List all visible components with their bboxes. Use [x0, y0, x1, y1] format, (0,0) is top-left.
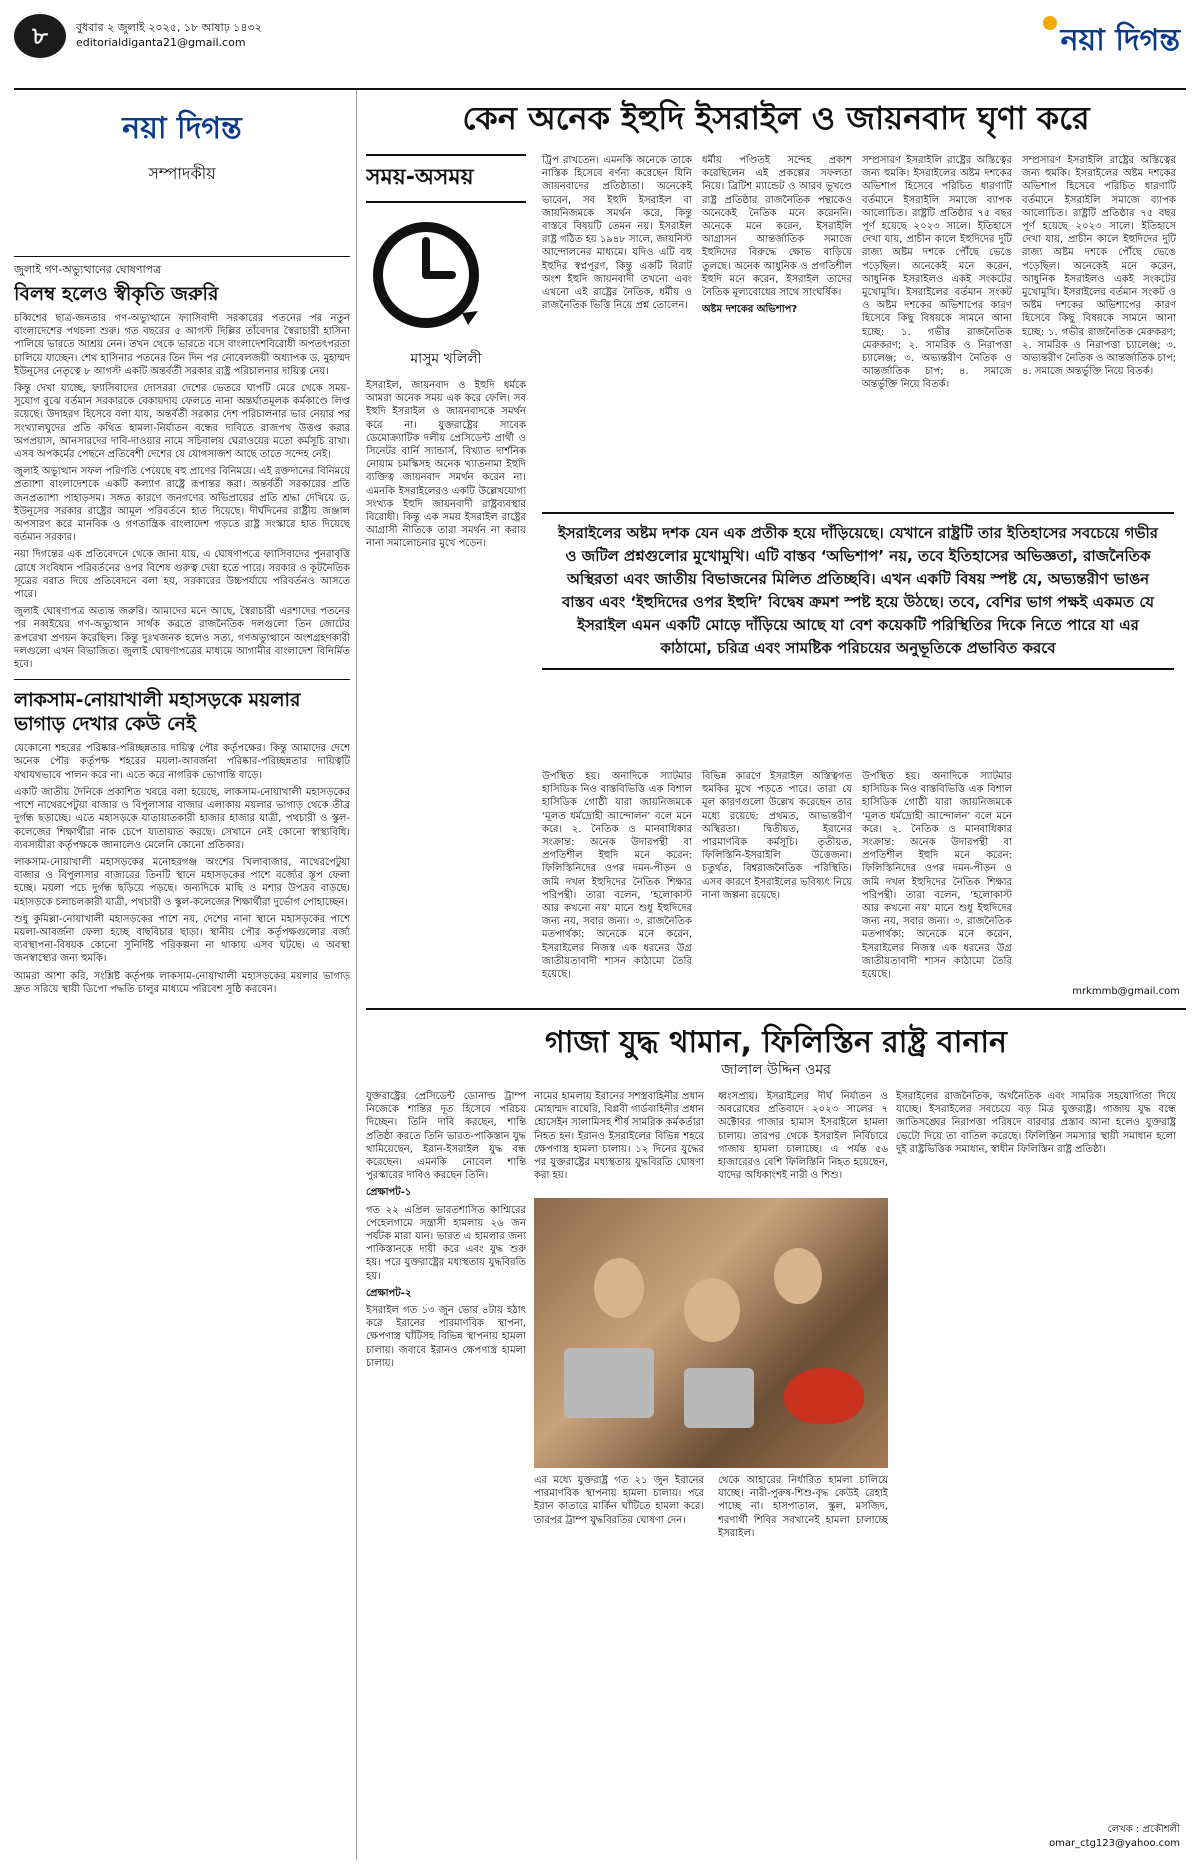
second-headline: গাজা যুদ্ধ থামান, ফিলিস্তিন রাষ্ট্র বানান — [366, 1008, 1186, 1069]
article-paragraph: গত ২২ এপ্রিল ভারতশাসিত কাশ্মিরের পেহেলগামে সন্ত্রাসী হামলায় ২৬ জন পর্যটক মারা যান। ভারত এ হামলার জন্য পাকিস্তানকে দায়ী করে এবং যুদ্ধ শুরু হয়। পরে যুক্তরাষ্ট্রের মধ্যস্থতায় যুদ্ধবিরতি হয়। — [366, 1204, 526, 1282]
article-paragraph: উপস্থিত হয়। অনাদিকে স্যাটমার হাসিডিক নিও বাস্তবিভিত্তি এক বিশাল হাসিডিক গোষ্ঠী যারা জায়নিজমকে ‘মূলত ধর্মদ্রোহী আন্দোলন’ বলে মনে করে। ২. নৈতিক ও মানবাধিকার সংক্রান্ত: অনেক উদারপন্থী বা প্রগতিশীল ইহুদি মনে করেন: ফিলিস্তিনিদের ওপর দমন-পীড়ন ও জমি দখল ইহুদিদের নৈতিক শিক্ষার পরিপন্থী। তারা বলেন, ‘হলোকাস্ট আর কখনো নয়’ মানে শুধু ইহুদিদের জন্য নয়, সবার জন্য। ৩. রাজনৈতিক মতপার্থক্য: অনেকে মনে করেন, ইসরাইলের নিজস্ব এক ধরনের উগ্র জাতীয়তাবাদী শাসন কাঠামো তৈরি হয়েছে। — [542, 771, 692, 981]
article-paragraph: থেকে আহারের নির্ধারিত হামলা চালিয়ে যাচ্ছে। নারী-পুরুষ-শিশু-বৃদ্ধ কেউই রেহাই পাচ্ছে না। হাসপাতাল, স্কুল, মসজিদ, শরণার্থী শিবির সবখানেই হামলা চালাচ্ছে ইসরাইল। — [718, 1475, 888, 1539]
clock-icon — [366, 215, 486, 335]
photo-pot — [564, 1348, 654, 1418]
column-separator — [356, 90, 357, 1860]
masthead — [1043, 16, 1180, 67]
date-line — [76, 20, 262, 50]
article-paragraph: যুক্তরাষ্ট্রের প্রেসিডেন্ট ডোনাল্ড ট্রাম্প নিজেকে শান্তির দূত হিসেবে পরিচয় দিচ্ছেন। তিনি দাবি করছেন, শান্তি প্রতিষ্ঠা করতে তিনি ভারত-পাকিস্তান যুদ্ধ থামিয়েছেন, ইরান-ইসরাইল যুদ্ধ বন্ধ করেছেন। এমনকি নোবেল শান্তি পুরস্কারের দাবিও করছেন তিনি। — [366, 1091, 526, 1182]
article-column — [542, 770, 692, 990]
article-column — [718, 1474, 888, 1854]
section-label: সম্পাদকীয় — [148, 164, 216, 183]
photo-pot — [684, 1368, 754, 1428]
article-column — [542, 154, 692, 504]
article-subhead: প্রেক্ষাপট-১ — [366, 1187, 412, 1199]
author-email[interactable]: mrkmmb@gmail.com — [1072, 986, 1180, 997]
article-paragraph: সম্প্রসারণ ইসরাইলি রাষ্ট্রের অস্তিত্বের জন্য হুমকি। ইসরাইলের অষ্টম দশকের অভিশাপ হিসেবে পরিচিত ধারণাটি বর্তমানে ইসরাইলি সমাজে ব্যাপক আলোচিত। রাষ্ট্রটি প্রতিষ্ঠার ৭৫ বছর পূর্ণ হয়েছে ২০২৩ সালে। ইতিহাসে দেখা যায়, প্রাচীন কালে ইহুদিদের দুটি রাজ্য অষ্টম দশকে পৌঁছে ভেঙে পড়েছিল। অনেকেই মনে করেন, আধুনিক ইসরাইলও একই সংকটের মুখোমুখি। ইসরাইলের বর্তমান সংকট ও অষ্টম দশকের অভিশাপের কারণ হিসেবে কিছু বিষয়কে সামনে আনা হচ্ছে: ১. গভীর রাজনৈতিক মেরুকরণ; ২. সামরিক ও নিরাপত্তা চ্যালেঞ্জ; ৩. অভ্যন্তরীণ নৈতিক ও আন্তর্জাতিক চাপ; ৪. সমাজে অন্তর্ভুক্তি নিয়ে বিতর্ক। — [862, 155, 1012, 391]
column-title: সময়-অসময় — [366, 154, 526, 203]
masthead-text: নয়া দিগন্ত — [1060, 23, 1180, 58]
article-column — [534, 1090, 704, 1194]
article-column — [896, 1090, 1176, 1810]
editorial1-para: নয়া দিগন্তের এক প্রতিবেদনে থেকে জানা যায়, এ ঘোষণাপত্রে ফ্যাসিবাদের পুনরাবৃত্তি রোধে সংবিধান পরিবর্তনের ওপর বিশেষ গুরুত্ব দেয়া হতে পারে। সরকার ও কূটনৈতিক সূত্রের বরাত দিয়ে প্রতিবেদনে বলা হয়, সরকারের উচ্চপর্যায়ে পরিবর্তনও আসতে পারে। — [14, 549, 350, 601]
editorial1-para: জুলাই অভ্যুত্থান সফল পরিণতি পেয়েছে বহু প্রাণের বিনিময়ে। এই রক্তদানের বিনিময়ে প্রত্যাশা বাংলাদেশকে একটি কল্যাণ রাষ্ট্রে রূপান্তর করা। অন্তর্বর্তী সরকারের প্রতি জনপ্রত্যাশা পাহাড়সম। সঙ্গত কারণে জনগণের অভিপ্রায়ের প্রতি শ্রদ্ধা দেখিয়ে ড. ইউনূসের সরকার রাষ্ট্রের আমূল পরিবর্তনে হাত দিয়েছে। দীর্ঘদিনের রাষ্ট্রীয় জঞ্জাল অপসারণ করে মানবিক ও গণতান্ত্রিক বাংলাদেশ গড়তে রাষ্ট্র সংস্কারে হাত দিয়েছে বর্তমান সরকার। — [14, 466, 350, 544]
photo-figure — [774, 1248, 822, 1304]
editorial2-para: শুধু কুমিল্লা-নোয়াখালী মহাসড়কের পাশে নয়, দেশের নানা স্থানে মহাসড়কের পাশে ময়লা-আবর্জনা ফেলা হচ্ছে বাছবিচার ছাড়া। স্থানীয় পৌর কর্তৃপক্ষগুলোর বর্জ্য ব্যবস্থাপনা-বিষয়ক কোনো সুনির্দিষ্ট পরিকল্পনা না থাকায় এসব ঘটছে। এ অবস্থা জনস্বাস্থ্যের জন্য হুমকি। — [14, 913, 350, 965]
article-column — [862, 770, 1012, 990]
author-name: মাসুম খলিলী — [410, 351, 482, 367]
page-header — [14, 10, 1186, 90]
article-column — [534, 1474, 704, 1854]
editorial1-para: জুলাই ঘোষণাপত্র অত্যন্ত জরুরি। আমাদের মনে আছে, স্বৈরাচারী এরশাদের পতনের পর নব্বইয়ের গণ-অভ্যুত্থান সার্থক করতে রাজনৈতিক দলগুলো তিন জোটের রূপরেখা প্রণয়ন করেছিল। কিন্তু দুঃখজনক হলেও সত্য, গণঅভ্যুত্থানে অংশগ্রহণকারী দলগুলো এখন বিভাজিত। জুলাই ঘোষণাপত্রের মাধ্যমে আগামীর বাংলাদেশ বিনির্মিত হবে। — [14, 606, 350, 671]
editorial-email[interactable]: editorialdiganta21@gmail.com — [76, 36, 246, 49]
writer-label: লেখক : প্রকৌশলী — [1107, 1824, 1180, 1835]
editorial1-kicker: জুলাই গণ-অভ্যুত্থানের ঘোষণাপত্র — [14, 256, 350, 280]
editorial2-para: একটি জাতীয় দৈনিকে প্রকাশিত খবরে বলা হয়েছে, লাকসাম-নোয়াখালী মহাসড়কের পাশে নাথেরপেটুয়া বাজার ও বিপুলাসার বাজার এলাকায় ময়লার ভাগাড় থেকে তীব্র দুর্গন্ধ ছড়াচ্ছে। এতে মহাসড়কে যাতায়াতকারী হাজার হাজার যাত্রী, পথচারী ও স্কুল-কলেজের শিক্ষার্থীরা নাক চেপে যাতায়াত করছে। সেখানে নেই কোনো স্বাস্থ্যবিধি। ব্যবসায়ীরা কর্তৃপক্ষকে জানালেও মেলেনি কোনো প্রতিকার। — [14, 786, 350, 851]
page-number: ৮ — [14, 14, 66, 58]
article-column — [862, 154, 1012, 504]
article-paragraph: ট্রিপ রাখতেন। এমনকি অনেকে তাকে নাস্তিক হিসেবে বর্ণনা করেছেন যিনি জায়নবাদের প্রতিষ্ঠাতা। অনেকেই ভাবেন, সব ইহুদি ইসরাইল বা জায়নিজমকে সমর্থন করে, কিন্তু বাস্তবে বিষয়টি তেমন নয়। ইসরাইল রাষ্ট্র গঠিত হয় ১৯৪৮ সালে, জায়নিস্ট আন্দোলনের মাধ্যমে। যদিও এটি বহু ইহুদির স্বপ্নপূরণ, কিন্তু একটি বিরাট অংশ ইহুদি জায়নবাদী তখনো এবং এখনো এই রাষ্ট্রের নৈতিক, ধর্মীয় ও রাজনৈতিক ভিত্তি নিয়ে প্রশ্ন তোলেন। — [542, 155, 692, 312]
article-column — [718, 1090, 888, 1194]
article-paragraph: ইসরাইলের রাজনৈতিক, অর্থনৈতিক এবং সামরিক সহযোগিতা দিয়ে যাচ্ছে। ইসরাইলের সবচেয়ে বড় মিত্র যুক্তরাষ্ট্র। গাজায় যুদ্ধ বন্ধে জাতিসঙ্ঘের নিরাপত্তা পরিষদে বারবার প্রস্তাব আনা হলেও যুক্তরাষ্ট্র ভেটো দিয়ে তা বাতিল করেছে। ফিলিস্তিন সমস্যার স্থায়ী সমাধান হলো দুই রাষ্ট্রভিত্তিক সমাধান, স্বাধীন ফিলিস্তিন রাষ্ট্র প্রতিষ্ঠা। — [896, 1091, 1176, 1155]
pull-quote: ইসরাইলের অষ্টম দশক যেন এক প্রতীক হয়ে দাঁড়িয়েছে। যেখানে রাষ্ট্রটি তার ইতিহাসের সবচেয়ে গভীর ও জটিল প্রশ্নগুলোর মুখোমুখি। এটি বাস্তব ‘অভিশাপ’ নয়, তবে ইতিহাসের অভিজ্ঞতা, রাজনৈতিক অস্থিরতা এবং জাতীয় বিভাজনের মিলিত প্রতিচ্ছবি। এখন একটি বিষয় স্পষ্ট যে, অভ্যন্তরীণ ভাঙন বাস্তব এবং ‘ইহুদিদের ওপর ইহুদি’ বিদ্বেষ ক্রমশ স্পষ্ট হয়ে উঠছে। তবে, বেশির ভাগ পক্ষই একমত যে ইসরাইল এমন একটি মোড়ে দাঁড়িয়ে আছে যা বেশ কয়েকটি পরিস্থিতির দিকে নিতে পারে যা এর কাঠামো, চরিত্র এবং সামষ্টিক পরিচয়ের অনুভূতিকে প্রভাবিত করবে — [542, 512, 1174, 670]
article-subhead: প্রেক্ষাপট-২ — [366, 1287, 412, 1299]
article-paragraph: ইসরাইল গত ১৩ জুন ভোর ৪টায় হঠাৎ করে ইরানের পারমাণবিক স্থাপনা, ক্ষেপণাস্ত্র ঘাঁটিসহ বিভিন্ন স্থাপনায় হামলা চালায়। জবাবে ইরানও ক্ষেপণাস্ত্র হামলা চালায়। — [366, 1305, 526, 1369]
second-author: জালাল উদ্দিন ওমর — [721, 1062, 831, 1078]
date-text: বুধবার ২ জুলাই ২০২৫, ১৮ আষাঢ় ১৪৩২ — [76, 21, 262, 34]
editorial1-para: কিন্তু দেখা যাচ্ছে, ফ্যাসিবাদের দোসররা দেশের ভেতরে ঘাপটি মেরে থেকে সময়-সুযোগ বুঝে বর্তমান সরকারকে বেকায়দায় ফেলতে নানা অন্তর্ঘাতমূলক কর্মকাণ্ডে লিপ্ত রয়েছে। উদাহরণ হিসেবে বলা যায়, অন্তর্বর্তী সরকার দেশ পরিচালনার ভার নেয়ার পর সংখ্যালঘুদের প্রতি কথিত হামলা-নির্যাতন বন্ধের দাবিতে রাজপথ উত্তপ্ত করার অপপ্রয়াস, আনসারদের দাবি-দাওয়ার নামে সচিবালয় ঘেরাওয়ের মতো কর্মসূচি রাখা। এসব অপকর্মের পেছনে প্রতিবেশী দেশের যে যোগসাজশ আছে তাতে সন্দেহ নেই। — [14, 383, 350, 461]
editorial-logo-box — [14, 90, 350, 196]
second-author-email[interactable]: omar_ctg123@yahoo.com — [1049, 1838, 1180, 1849]
editorial1-para: চব্বিশের ছাত্র-জনতার গণ-অভ্যুত্থানে ফ্যাসিবাদী সরকারের পতনের পর নতুন বাংলাদেশের পথচলা শুরু। গত বছরের ৫ আগস্ট দিল্লির তাঁবেদার স্বৈরাচারী হাসিনা পালিয়ে ভারতে আশ্রয় নেন। তখন থেকে ভারতে বসে বাংলাদেশবিরোধী অপতৎপরতা চালিয়ে যাচ্ছেন। শেখ হাসিনার পতনের তিন দিন পর নোবেলজয়ী অধ্যাপক ড. মুহাম্মদ ইউনূসের নেতৃত্বে ৮ আগস্ট একটি অন্তর্বর্তী সরকার রাষ্ট্র পরিচালনার দায়িত্ব নেয়। — [14, 313, 350, 377]
gaza-children-photo — [534, 1198, 888, 1468]
sun-logo-icon — [1043, 16, 1057, 30]
article-column — [702, 770, 852, 990]
photo-figure — [684, 1278, 740, 1342]
article-column — [366, 1090, 526, 1850]
article-paragraph: উপস্থিত হয়। অনাদিকে স্যাটমার হাসিডিক নিও বাস্তবিভিত্তি এক বিশাল হাসিডিক গোষ্ঠী যারা জায়নিজমকে ‘মূলত ধর্মদ্রোহী আন্দোলন’ বলে মনে করে। ২. নৈতিক ও মানবাধিকার সংক্রান্ত: অনেক উদারপন্থী বা প্রগতিশীল ইহুদি মনে করেন: ফিলিস্তিনিদের ওপর দমন-পীড়ন ও জমি দখল ইহুদিদের নৈতিক শিক্ষার পরিপন্থী। তারা বলেন, ‘হলোকাস্ট আর কখনো নয়’ মানে শুধু ইহুদিদের জন্য নয়, সবার জন্য। ৩. রাজনৈতিক মতপার্থক্য: অনেকে মনে করেন, ইসরাইলের নিজস্ব এক ধরনের উগ্র জাতীয়তাবাদী শাসন কাঠামো তৈরি হয়েছে। — [862, 771, 1012, 981]
photo-figure — [594, 1258, 644, 1318]
editorial2-para: লাকসাম-নোয়াখালী মহাসড়কের মনোহরগঞ্জ অংশের খিলাবাজার, নাথেরপেটুয়া বাজার ও বিপুলাসার বাজারের তিনটি স্থানে মহাসড়কের পাশে বর্জ্যের স্তূপ ফেলা হচ্ছে। ময়লা পচে দুর্গন্ধ ছড়িয়ে পড়ছে। অন্যদিকে মাছি ও মশার উপদ্রব বাড়ছে। মহাসড়কে চলাচলকারী যাত্রী, পথচারী ও স্কুল-কলেজের শিক্ষার্থীরা দুর্ভোগ পোহাচ্ছেন। — [14, 856, 350, 908]
article-column — [702, 154, 852, 504]
main-headline: কেন অনেক ইহুদি ইসরাইল ও জায়নবাদ ঘৃণা করে — [462, 99, 1090, 137]
editorial1-title: বিলম্ব হলেও স্বীকৃতি জরুরি — [14, 283, 219, 305]
article-paragraph: ধর্মীয় পণ্ডিতই সন্দেহ প্রকাশ করেছিলেন এই প্রকল্পের সফলতা নিয়ে। ব্রিটিশ ম্যান্ডেট ও আরব ভূখণ্ডে রাষ্ট্র প্রতিষ্ঠার রাজনৈতিক পন্থাকেও অনেকেই নৈতিক মনে করেননি। অনেকে মনে করেন, ইসরাইলি আগ্রাসন আন্তর্জাতিক সমাজে ইহুদিদের বিরুদ্ধে ক্ষোভ বাড়িয়ে তুলছে। অনেক আধুনিক ও প্রগতিশীল ইহুদি মনে করেন, ইসরাইল তাদের নৈতিক মূল্যবোধের সাথে সাংঘর্ষিক। — [702, 155, 852, 299]
editorial2-para: আমরা আশা করি, সংশ্লিষ্ট কর্তৃপক্ষ লাকসাম-নোয়াখালী মহাসড়কের ময়লার ভাগাড় দ্রুত সরিয়ে স্থায়ী ডিপো পদ্ধতি চালুর মাধ্যমে পরিবেশ সুষ্ঠি করবেন। — [14, 970, 350, 995]
article-paragraph: এর মধ্যে যুক্তরাষ্ট্র গত ২১ জুন ইরানের পারমাণবিক স্থাপনায় হামলা চালায়। পরে ইরান কাতারে মার্কিন ঘাঁটিতে হামলা করে। তারপর ট্রাম্প যুদ্ধবিরতির ঘোষণা দেন। — [534, 1475, 704, 1526]
article-paragraph: ধ্বংসপ্রায়। ইসরাইলের দীর্ঘ নির্যাতন ও অবরোধের প্রতিবাদে ২০২৩ সালের ৭ অক্টোবর গাজার হামাস ইসরাইলে হামলা চালায়। তারপর থেকে ইসরাইল নির্বিচারে গাজায় হামলা চালাচ্ছে। এ পর্যন্ত ৫৬ হাজারেরও বেশি ফিলিস্তিনি নিহত হয়েছেন, যাদের অধিকাংশই নারী ও শিশু। — [718, 1091, 888, 1182]
editorial-logo: নয়া দিগন্ত — [122, 111, 242, 146]
article-paragraph: নামের হামলায় ইরানের সশস্ত্রবাহিনীর প্রধান মোহাম্মদ বাঘেরি, বিপ্লবী গার্ডবাহিনীর প্রধান হোসেইন সালামিসহ শীর্ষ সামরিক কর্মকর্তারা নিহত হন। ইরানও ইসরাইলের বিভিন্ন শহরে ক্ষেপণাস্ত্র হামলা চালায়। ১২ দিনের যুদ্ধের পর যুক্তরাষ্ট্রের মধ্যস্থতায় যুদ্ধবিরতি ঘোষণা করা হয়। — [534, 1091, 704, 1182]
editorial2-title: লাকসাম-নোয়াখালী মহাসড়কে ময়লার ভাগাড় দেখার কেউ নেই — [14, 689, 301, 736]
editorial-column — [14, 90, 350, 1860]
divider — [14, 679, 350, 680]
column-box — [366, 154, 526, 555]
article-paragraph: বিভিন্ন কারণে ইসরাইল অস্তিত্বগত হুমকির মুখে পড়তে পারে। তারা যে মূল কারণগুলো উল্লেখ করেছেন তার মধ্যে রয়েছে: প্রথমত, আভ্যন্তরীণ অস্থিরতা। দ্বিতীয়ত, ইরানের পারমাণবিক কর্মসূচি। তৃতীয়ত, ফিলিস্তিনি-ইসরাইলি উত্তেজনা। চতুর্থত, বিশ্বরাজনৈতিক পরিস্থিতি। এসব কারণে ইসরাইলের ভবিষ্যৎ নিয়ে নানা জল্পনা রয়েছে। — [702, 771, 852, 901]
article-subhead: অষ্টম দশকের অভিশাপ? — [702, 304, 798, 316]
article-paragraph: সম্প্রসারণ ইসরাইলি রাষ্ট্রের অস্তিত্বের জন্য হুমকি। ইসরাইলের অষ্টম দশকের অভিশাপ হিসেবে পরিচিত ধারণাটি বর্তমানে ইসরাইলি সমাজে ব্যাপক আলোচিত। রাষ্ট্রটি প্রতিষ্ঠার ৭৫ বছর পূর্ণ হয়েছে ২০২৩ সালে। ইতিহাসে দেখা যায়, প্রাচীন কালে ইহুদিদের দুটি রাজ্য অষ্টম দশকে পৌঁছে ভেঙে পড়েছিল। অনেকেই মনে করেন, আধুনিক ইসরাইলও একই সংকটের মুখোমুখি। ইসরাইলের বর্তমান সংকট ও অষ্টম দশকের অভিশাপের কারণ হিসেবে কিছু বিষয়কে সামনে আনা হচ্ছে: ১. গভীর রাজনৈতিক মেরুকরণ; ২. সামরিক ও নিরাপত্তা চ্যালেঞ্জ; ৩. অভ্যন্তরীণ নৈতিক ও আন্তর্জাতিক চাপ; ৪. সমাজে অন্তর্ভুক্তি নিয়ে বিতর্ক। — [1022, 155, 1176, 378]
editorial2-para: যেকোনো শহরের পরিষ্কার-পরিচ্ছন্নতার দায়িত্ব পৌর কর্তৃপক্ষের। কিন্তু আমাদের দেশে অনেক পৌর কর্তৃপক্ষ শহরের ময়লা-আবর্জনা পরিষ্কার-পরিচ্ছন্নতার দায়িত্বটি যথাযথভাবে পালন করে না। এতে করে নাগরিক ভোগান্তি বাড়ে। — [14, 743, 350, 781]
opinion-area — [366, 90, 1186, 1860]
photo-bowl — [784, 1368, 864, 1424]
article-paragraph: ইসরাইল, জায়নবাদ ও ইহুদি ধর্মকে আমরা অনেক সময় এক করে ফেলি। সব ইহুদি ইসরাইল ও জায়নবাদকে সমর্থন করে না। যুক্তরাষ্ট্রের সাবেক ডেমোক্র্যাটিক দলীয় প্রেসিডেন্ট প্রার্থী ও সিনেটর বার্নি স্যান্ডার্স, বিখ্যাত দার্শনিক নোয়াম চমস্কিসহ অনেক খ্যাতনামা ইহুদি ব্যক্তিত্ব জায়নবাদ সমর্থন করেন না। এমনকি ইসরাইলেরও একটি উল্লেখযোগ্য সংখ্যক ইহুদি জায়নবাদী রাষ্ট্রব্যবস্থার বিরোধী। কিন্তু এক সময় ইসরাইল রাষ্ট্রের আগ্রাসী নীতিকে তারা সমর্থন না করায় নানা সমালোচনার মুখে পড়েন। — [366, 380, 526, 550]
